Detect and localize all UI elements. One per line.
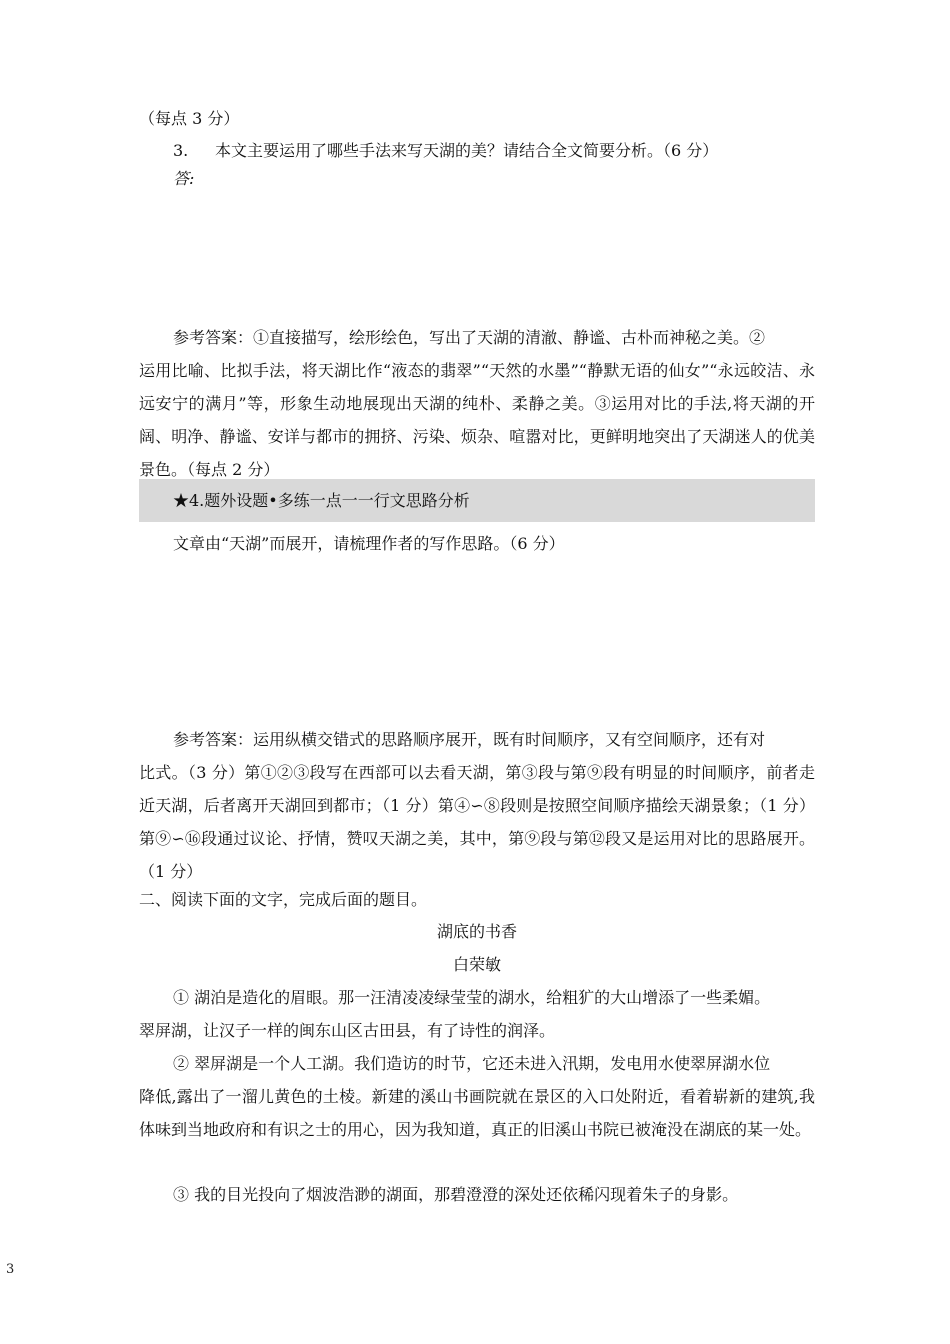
- q2-score-note: （每点 3 分）: [139, 109, 240, 128]
- q4-reference-answer-first-line: 参考答案：运用纵横交错式的思路顺序展开，既有时间顺序，又有空间顺序，还有对: [173, 730, 766, 749]
- article-paragraph-2-body: 降低,露出了一溜儿黄色的土棱。新建的溪山书画院就在景区的入口处附近，看着崭新的建筑,我体味到当地政府和有识之士的用心，因为我知道，真正的旧溪山书院已被淹没在湖底的某一处。: [139, 1087, 815, 1139]
- article-paragraph-1-first-line: ① 湖泊是造化的眉眼。那一汪清凌凌绿莹莹的湖水，给粗犷的大山增添了一些柔媚。: [173, 988, 771, 1007]
- q3-reference-answer-body: 运用比喻、比拟手法，将天湖比作“液态的翡翠”“天然的水墨”“静默无语的仙女”“永远皎洁、永远安宁的满月”等，形象生动地展现出天湖的纯朴、柔静之美。③运用对比的手法,将天湖的开阔、明净、静谧、安详与都市的拥挤、污染、烦杂、喧嚣对比，更鲜明地突出了天湖迷人的优美景色。（每点 2 分）: [139, 361, 815, 479]
- page-number: 3: [6, 1262, 15, 1277]
- q4-question: 文章由“天湖”而展开，请梳理作者的写作思路。（6 分）: [173, 534, 565, 553]
- q3-reference-answer-first-line: 参考答案：①直接描写，绘形绘色，写出了天湖的清澈、静谧、古朴而神秘之美。②: [173, 328, 766, 347]
- article-paragraph-2-first-line: ② 翠屏湖是一个人工湖。我们造访的时节，它还未进入汛期，发电用水使翠屏湖水位: [173, 1054, 771, 1073]
- article-paragraph-3: ③ 我的目光投向了烟波浩渺的湖面，那碧澄澄的深处还依稀闪现着朱子的身影。: [173, 1185, 739, 1204]
- q3-answer-label: 答:: [173, 169, 195, 188]
- q3-number: 3.: [173, 141, 189, 160]
- article-title: 湖底的书香: [436, 922, 517, 941]
- q4-banner: [139, 479, 815, 522]
- q4-banner-text: ★4.题外设题•多练一点一一行文思路分析: [173, 491, 470, 510]
- section-2-heading: 二、阅读下面的文字，完成后面的题目。: [139, 890, 428, 909]
- article-paragraph-1-body: 翠屏湖，让汉子一样的闽东山区古田县，有了诗性的润泽。: [139, 1021, 556, 1040]
- q4-reference-answer-body: 比式。（3 分）第①②③段写在西部可以去看天湖，第③段与第⑨段有明显的时间顺序，前者走近天湖，后者离开天湖回到都市；（1 分）第④∽⑧段则是按照空间顺序描绘天湖景象；（1 分）第⑨∽⑯段通过议论、抒情，赞叹天湖之美，其中，第⑨段与第⑫段又是运用对比的思路展开。（1 分）: [139, 763, 815, 881]
- article-author: 白荣敏: [452, 955, 501, 974]
- q3-question: 本文主要运用了哪些手法来写天湖的美？请结合全文简要分析。（6 分）: [215, 141, 719, 160]
